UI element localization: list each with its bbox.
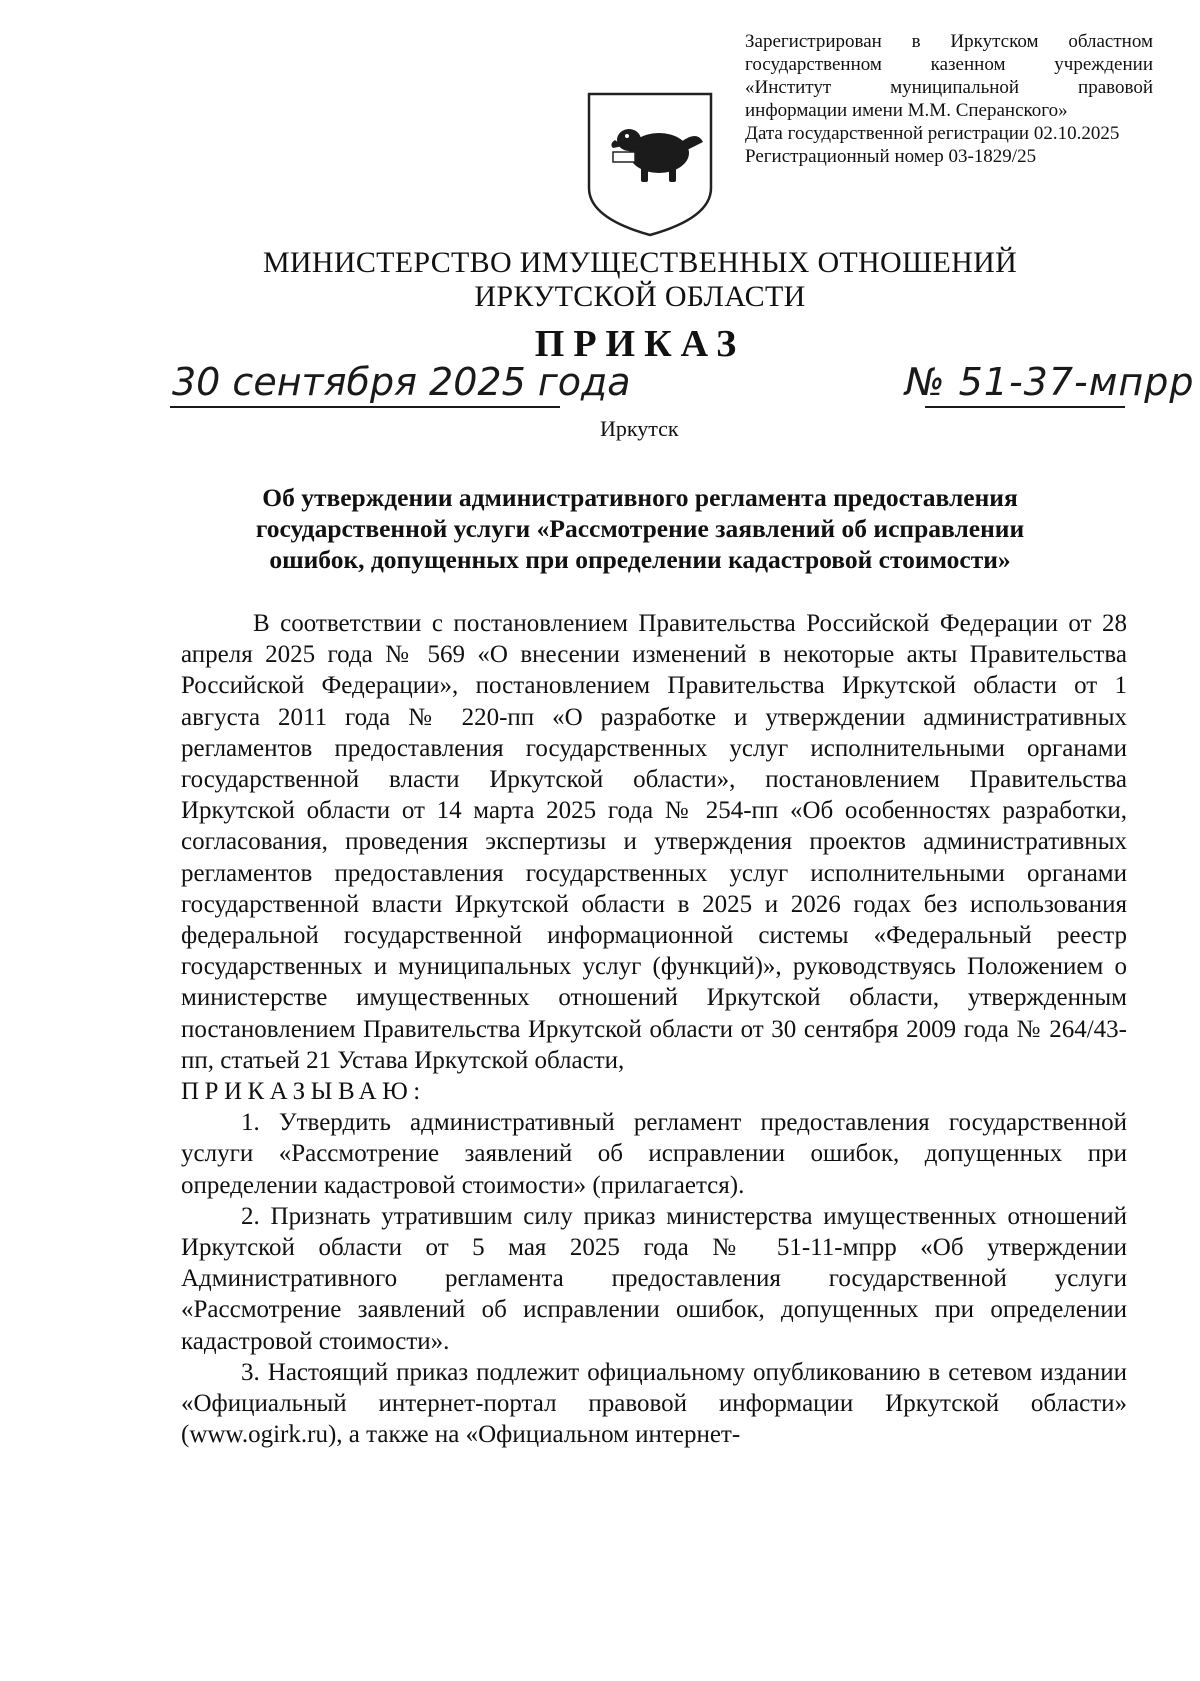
registration-line: Дата государственной регистрации 02.10.2025	[745, 123, 1120, 144]
number-underline	[925, 406, 1125, 408]
doc-type-title: ПРИКАЗ	[534, 323, 746, 365]
order-word: ПРИКАЗЫВАЮ:	[181, 1078, 426, 1106]
subject-line: ошибок, допущенных при определении кадастровой стоимости»	[269, 545, 1011, 574]
ministry-line: МИНИСТЕРСТВО ИМУЩЕСТВЕННЫХ ОТНОШЕНИЙ	[262, 246, 1018, 279]
registration-line: государственном казенном учреждении	[745, 54, 1153, 75]
order-item-2: 2. Признать утратившим силу приказ министерства имущественных отношений Иркутской области от 5 мая 2025 года № 51-11-мпрр «Об утверждении Административного регламента предоставления государственной услуги «Рассмотрение заявлений об исправлении ошибок, допущенных при определении кадастровой стоимости».	[181, 1202, 1127, 1355]
date-underline	[170, 406, 560, 408]
coat-of-arms-icon	[585, 90, 715, 238]
registration-line: Зарегистрирован в Иркутском областном	[745, 31, 1153, 52]
subject-line: Об утверждении административного регламента предоставления	[262, 483, 1018, 512]
registration-line: «Институт муниципальной правовой	[745, 77, 1153, 98]
preamble-paragraph: В соответствии с постановлением Правительства Российской Федерации от 28 апреля 2025 года № 569 «О внесении изменений в некоторые акты Правительства Российской Федерации», постановлением Правительства Иркутской области от 1 августа 2011 года № 220-пп «О разработке и утверждении административных регламентов предоставления государственных услуг исполнительными органами государственной власти Иркутской области», постановлением Правительства Иркутской области от 14 марта 2025 года № 254-пп «Об особенностях разработки, согласования, проведения экспертизы и утверждения проектов административных регламентов предоставления государственных услуг исполнительными органами государственной власти Иркутской области в 2025 и 2026 годах без использования федеральной государственной информационной системы «Федеральный реестр государственных и муниципальных услуг (функций)», руководствуясь Положением о министерстве имущественных отношений Иркутской области, утвержденным постановлением Правительства Иркутской области от 30 сентября 2009 года № 264/43-пп, статьей 21 Устава Иркутской области,	[181, 610, 1127, 1074]
order-item-1: 1. Утвердить административный регламент предоставления государственной услуги «Рассмотрение заявлений об исправлении ошибок, допущенных при определении кадастровой стоимости» (прилагается).	[181, 1109, 1127, 1199]
handwritten-date: 30 сентября 2025 года	[172, 360, 631, 404]
city-name: Иркутск	[600, 416, 679, 441]
order-item-3: 3. Настоящий приказ подлежит официальному опубликованию в сетевом издании «Официальный интернет-портал правовой информации Иркутской области» (www.ogirk.ru), а также на «Официальном интернет-	[181, 1358, 1127, 1449]
order-subject	[200, 482, 1080, 575]
ministry-name	[200, 246, 1080, 314]
subject-line: государственной услуги «Рассмотрение заявлений об исправлении	[255, 514, 1025, 543]
handwritten-number: № 51-37-мпрр	[905, 360, 1195, 404]
registration-line: информации имени М.М. Сперанского»	[745, 100, 1068, 121]
registration-line: Регистрационный номер 03-1829/25	[745, 146, 1037, 167]
registration-stamp	[745, 30, 1153, 168]
order-body	[181, 608, 1127, 1450]
ministry-line: ИРКУТСКОЙ ОБЛАСТИ	[474, 280, 806, 313]
